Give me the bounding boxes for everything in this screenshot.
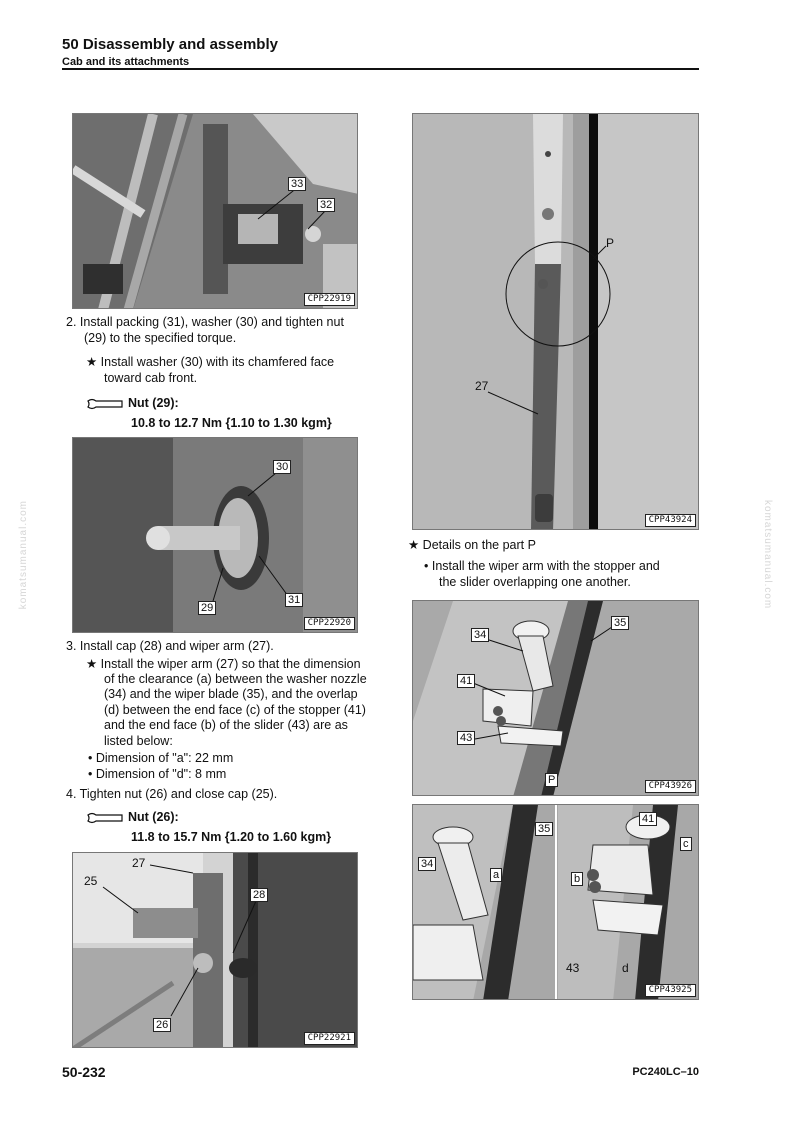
details-bullet-line-2: the slider overlapping one another. <box>439 575 631 589</box>
figure-cpp22921 <box>72 852 358 1048</box>
step-2-note-line-1: ★ Install washer (30) with its chamfered face <box>86 355 335 369</box>
figure-code: CPP22920 <box>304 617 355 630</box>
step-3-line-1: 3. Install cap (28) and wiper arm (27). <box>66 639 274 653</box>
details-heading: ★ Details on the part P <box>408 538 536 552</box>
callout-27: 27 <box>475 379 489 393</box>
watermark-left: komatsumanual.com <box>18 500 29 610</box>
callout-26: 26 <box>153 1018 171 1032</box>
callout-d: d <box>622 961 629 975</box>
figure-code: CPP43925 <box>645 984 696 997</box>
callout-34: 34 <box>418 857 436 871</box>
callout-28: 28 <box>250 888 268 902</box>
callout-41: 41 <box>639 812 657 826</box>
details-bullet-line-1: • Install the wiper arm with the stopper and <box>424 559 660 573</box>
photo-wiper-arm-pillar <box>413 114 699 530</box>
step-3-note-line-5: and the end face (b) of the slider (43) are as <box>104 718 348 732</box>
step-4-line-1: 4. Tighten nut (26) and close cap (25). <box>66 787 278 801</box>
figure-cpp43926 <box>412 600 699 796</box>
header-rule <box>62 68 699 70</box>
callout-c: c <box>680 837 692 851</box>
page-number: 50-232 <box>62 1064 106 1080</box>
torque-label: Nut (26): <box>128 810 179 824</box>
step-2-line-1: 2. Install packing (31), washer (30) and tighten nut <box>66 315 344 329</box>
step-3-note-line-4: (d) between the end face (c) of the stopper (41) <box>104 703 366 717</box>
page-title: 50 Disassembly and assembly <box>62 36 278 53</box>
watermark-right: komatsumanual.com <box>762 500 773 610</box>
callout-35: 35 <box>535 822 553 836</box>
figure-code: CPP22919 <box>304 293 355 306</box>
callout-35: 35 <box>611 616 629 630</box>
callout-25: 25 <box>84 874 98 888</box>
callout-b: b <box>571 872 583 886</box>
callout-a: a <box>490 868 502 882</box>
drawing-clearance-overlap <box>413 805 699 1000</box>
torque-spec-nut-29 <box>86 395 179 411</box>
model-number: PC240LC–10 <box>632 1066 699 1078</box>
page-subtitle: Cab and its attachments <box>62 56 190 68</box>
callout-33: 33 <box>288 177 306 191</box>
step-3-bullet-1: • Dimension of "a": 22 mm <box>88 751 234 765</box>
callout-30: 30 <box>273 460 291 474</box>
callout-43: 43 <box>566 961 580 975</box>
torque-wrench-icon <box>86 397 124 411</box>
step-3-note-line-1: ★ Install the wiper arm (27) so that the dimension <box>86 657 361 671</box>
step-3-note-line-3: (34) and the wiper blade (35), and the overlap <box>104 687 358 701</box>
photo-bracket-hinge <box>73 114 358 309</box>
torque-spec-nut-26 <box>86 809 179 825</box>
step-3-bullet-2: • Dimension of "d": 8 mm <box>88 767 227 781</box>
callout-43: 43 <box>457 731 475 745</box>
callout-29: 29 <box>198 601 216 615</box>
callout-31: 31 <box>285 593 303 607</box>
callout-34: 34 <box>471 628 489 642</box>
figure-cpp22919 <box>72 113 358 309</box>
figure-cpp43924 <box>412 113 699 530</box>
page-header <box>62 36 699 69</box>
callout-P: P <box>606 236 615 250</box>
callout-P: P <box>545 773 558 787</box>
figure-cpp22920 <box>72 437 358 633</box>
callout-32: 32 <box>317 198 335 212</box>
step-2-note-line-2: toward cab front. <box>104 371 198 385</box>
figure-code: CPP43926 <box>645 780 696 793</box>
photo-wiper-cap <box>73 853 358 1048</box>
figure-code: CPP22921 <box>304 1032 355 1045</box>
torque-value-nut-26: 11.8 to 15.7 Nm {1.20 to 1.60 kgm} <box>131 830 332 844</box>
figure-code: CPP43924 <box>645 514 696 527</box>
callout-41: 41 <box>457 674 475 688</box>
drawing-wiper-stopper <box>413 601 699 796</box>
step-2-line-2: (29) to the specified torque. <box>84 331 237 345</box>
torque-value-nut-29: 10.8 to 12.7 Nm {1.10 to 1.30 kgm} <box>131 416 332 430</box>
figure-cpp43925 <box>412 804 699 1000</box>
step-3-note-line-2: of the clearance (a) between the washer nozzle <box>104 672 367 686</box>
callout-27: 27 <box>132 856 146 870</box>
torque-label: Nut (29): <box>128 396 179 410</box>
step-3-note-line-6: listed below: <box>104 734 173 748</box>
torque-wrench-icon <box>86 811 124 825</box>
